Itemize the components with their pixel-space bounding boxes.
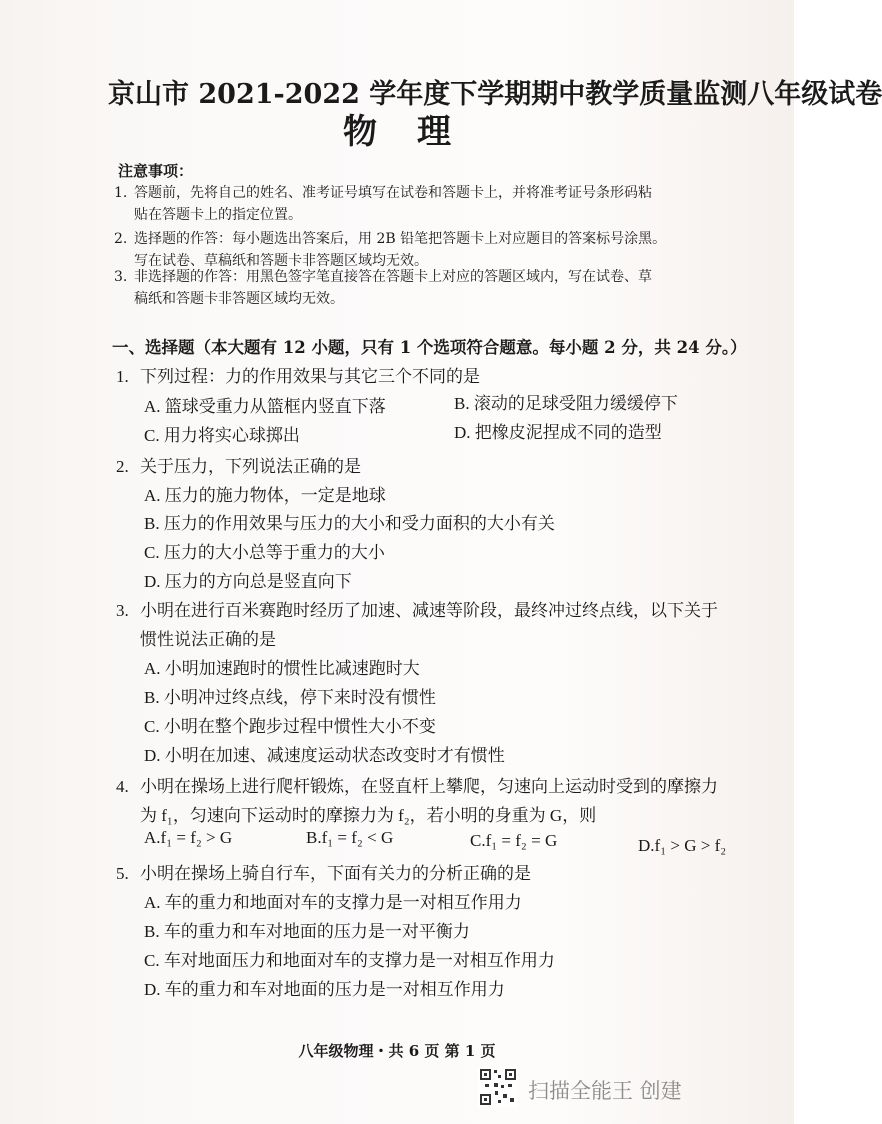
- option: B. 小明冲过终点线，停下来时没有惯性: [144, 688, 436, 707]
- question-text: 下列过程：力的作用效果与其它三个不同的是: [140, 367, 480, 386]
- notice-number: 1.: [114, 185, 128, 201]
- section-heading: 一、选择题（本大题有 12 小题，只有 1 个选项符合题意。每小题 2 分，共 24 分。）: [112, 338, 747, 357]
- question-number: 5.: [116, 864, 129, 883]
- question-text: 小明在操场上进行爬杆锻炼，在竖直杆上攀爬，匀速向上运动时受到的摩擦力: [140, 777, 718, 796]
- option: A. 压力的施力物体，一定是地球: [144, 486, 386, 505]
- question-text: 关于压力，下列说法正确的是: [140, 457, 361, 476]
- option: D. 车的重力和车对地面的压力是一对相互作用力: [144, 980, 505, 999]
- question-text: 惯性说法正确的是: [140, 630, 276, 649]
- question-number: 3.: [116, 601, 129, 620]
- notice-line: 写在试卷、草稿纸和答题卡非答题区域均无效。: [134, 253, 428, 269]
- notice-line: 选择题的作答：每小题选出答案后，用 2B 铅笔把答题卡上对应题目的答案标号涂黑。: [134, 231, 667, 247]
- question-stem: [116, 772, 718, 797]
- notice-line: 答题前，先将自己的姓名、准考证号填写在试卷和答题卡上，并将准考证号条形码粘: [134, 185, 652, 201]
- page-footer: 八年级物理・共 6 页 第 1 页: [298, 1042, 496, 1060]
- question-stem: [116, 452, 361, 477]
- question-number: 4.: [116, 777, 129, 796]
- exam-title: 京山市 2021-2022 学年度下学期期中教学质量监测八年级试卷: [108, 79, 882, 110]
- option: C. 压力的大小总等于重力的大小: [144, 543, 385, 562]
- question-number: 2.: [116, 457, 129, 476]
- notice-line: 非选择题的作答：用黑色签字笔直接答在答题卡上对应的答题区域内，写在试卷、草: [134, 269, 652, 285]
- option: D. 把橡皮泥捏成不同的造型: [454, 423, 662, 442]
- question-number: 1.: [116, 367, 129, 386]
- option: A. 篮球受重力从篮框内竖直下落: [144, 397, 386, 416]
- qr-code-icon: [478, 1067, 518, 1107]
- option: A. 小明加速跑时的惯性比减速跑时大: [144, 659, 420, 678]
- question-text: 为 f₁，匀速向下运动时的摩擦力为 f₂，若小明的身重为 G，则: [140, 806, 597, 825]
- option: C. 小明在整个跑步过程中惯性大小不变: [144, 717, 436, 736]
- option: B. 车的重力和车对地面的压力是一对平衡力: [144, 922, 470, 941]
- notice-heading: 注意事项：: [118, 162, 194, 180]
- option: D. 压力的方向总是竖直向下: [144, 572, 352, 591]
- notice-line: 稿纸和答题卡非答题区域均无效。: [134, 291, 344, 307]
- notice-number: 3.: [114, 269, 128, 285]
- scanner-watermark: 扫描全能王 创建: [528, 1079, 682, 1103]
- option: C. 车对地面压力和地面对车的支撑力是一对相互作用力: [144, 951, 555, 970]
- option: C. 用力将实心球掷出: [144, 426, 300, 445]
- question-stem: [116, 596, 718, 621]
- option: B. 滚动的足球受阻力缓缓停下: [454, 394, 678, 413]
- option: B.f₁ = f₂ < G: [306, 828, 394, 847]
- notice-item: [114, 182, 774, 226]
- option: A. 车的重力和地面对车的支撑力是一对相互作用力: [144, 893, 522, 912]
- option: B. 压力的作用效果与压力的大小和受力面积的大小有关: [144, 514, 555, 533]
- question-text: 小明在操场上骑自行车，下面有关力的分析正确的是: [140, 864, 531, 883]
- question-stem: [116, 859, 531, 884]
- question-stem: [116, 362, 480, 387]
- option: C.f₁ = f₂ = G: [470, 831, 558, 850]
- option: D.f₁ > G > f₂: [638, 836, 727, 855]
- option: A.f₁ = f₂ > G: [144, 828, 233, 847]
- notice-item: [114, 266, 774, 310]
- option: D. 小明在加速、减速度运动状态改变时才有惯性: [144, 746, 505, 765]
- notice-number: 2.: [114, 231, 128, 247]
- question-text: 小明在进行百米赛跑时经历了加速、减速等阶段，最终冲过终点线，以下关于: [140, 601, 718, 620]
- notice-line: 贴在答题卡上的指定位置。: [134, 207, 302, 223]
- subject-title: 物理: [343, 112, 491, 152]
